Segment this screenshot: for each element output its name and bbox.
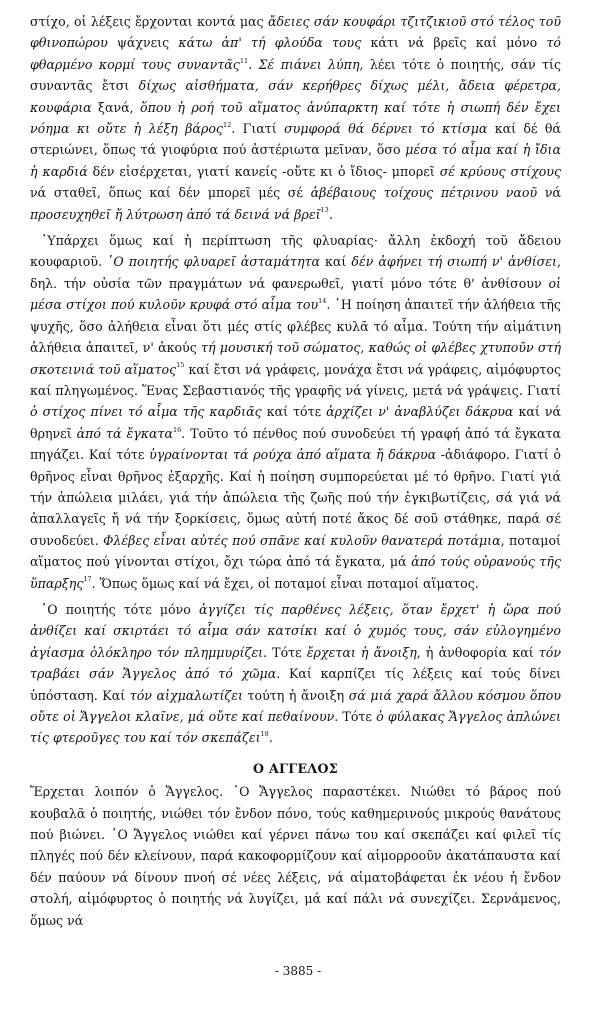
footnote-marker: 18 [260, 730, 269, 739]
text-run: ξανά, [91, 99, 140, 115]
italic-text: κάτω ἀπ' τή φλούδα τους [178, 35, 362, 51]
text-run: καί ἔτσι νά γράφεις, μονάχα ἔτσι νά γράφεις, αἱμόφυρτος καί πληγωμένος. Ἕνας Σεβαστιανός τῆς γραφῆς νά γίνεις, μετά νά γράψεις. Γιατί [30, 361, 561, 398]
italic-text: τόν τραβάει σάν Ἄγγελος ἀπό τό χῶμα [30, 644, 561, 682]
footnote-marker: 11 [239, 56, 249, 65]
text-run: . Τοῦτο τό πένθος πού συνοδεύει τή γραφή ἀπό τά ἔγκατα πηγάζει. Καί τότε [30, 425, 561, 463]
text-run: , ποταμοί αἵματος πού γίνονται στίχοι, ὄχι τώρα ἀπό τά ἔγκατα, μά [30, 532, 561, 570]
text-run: . Τότε [263, 644, 307, 660]
italic-text: τόν αἰχμαλωτίζει [129, 687, 243, 703]
italic-text: οἱ μέσα στίχοι πού κυλοῦν κρυφά στό αἷμα του [30, 275, 561, 313]
italic-text: Φλέβες εἶναι αὐτές πού σπᾶνε καί κυλοῦν θανατερά ποτάμια [103, 532, 501, 548]
paragraph [30, 230, 561, 594]
text-run: δέν εἰσέρχεται, γιατί κανείς -οὔτε κι ὁ ἴδιος- μπορεῖ [87, 163, 440, 179]
text-run: ῾Ο ποιητής τότε μόνο [41, 601, 199, 617]
text-run: . [328, 206, 333, 222]
text-run: , ἡ ἀνθοφορία καί [416, 644, 539, 660]
italic-text: τή μουσική τοῦ σώματος, καθώς οἱ φλέβες χτυποῦν στή σκοτεινιά τοῦ αἵματος [30, 340, 561, 377]
text-run: κάτι νά βρεῖς καί μόνο [361, 35, 547, 51]
footnote-marker: 14 [318, 297, 327, 306]
text-run: καί [319, 254, 352, 270]
text-run: . Γιατί [231, 121, 285, 137]
text-run: . Ὅπως ὅμως καί νά ἔχει, οἱ ποταμοί εἶναι ποταμοί αἵματος. [91, 575, 479, 591]
footnote-marker: 13 [320, 206, 329, 215]
italic-text: ὁ φύλακας Ἄγγελος ἁπλώνει τίς φτεροῦγες του καί τόν σκεπάζει [30, 709, 561, 746]
text-run: . Καί καρπίζει τίς λέξεις καί τούς δίνει ὑπόσταση. Καί [30, 666, 561, 703]
italic-text: ἀπό τούς οὐρανούς τῆς ὕπαρξης [30, 554, 561, 591]
text-run: καί δέ θά στεριώνει, ὅπως τά γιοφύρια πού ἀστέριωτα μεῖναν, ὅσο [30, 121, 561, 158]
italic-text: μέσα τό αἷμα καί ἡ ἴδια ἡ καρδιά [30, 142, 561, 179]
text-run: -ἀδιάφορο. Γιατί ὁ θρῆνος εἶναι θρῆνος ἐξαρχῆς. Καί ἡ ποίηση συμπορεύεται μέ τό θρῆνο. Γιατί γιά τήν ἀπώλεια μιλάει, γιά τήν ἀπώλεια τῆς ζωῆς πού τήν ἐγκιβωτίζεις, σά γιά νά ἀπαλλαγεῖς ἤ νά τήν ξορκίσεις, ὅμως αὐτή ποτέ ἄκος δέ σοῦ στάθηκε, παρά σέ συνοδεύει. [30, 447, 561, 548]
italic-text: ῾Ο ποιητής φλυαρεῖ ἀσταμάτητα [107, 254, 320, 270]
italic-text: ὁ στίχος πίνει τό αἷμα τῆς καρδιᾶς [30, 404, 262, 420]
text-run: τούτη ἡ ἄνοιξη [242, 687, 349, 703]
paragraph [30, 599, 561, 749]
text-run: . [268, 730, 273, 746]
italic-text: ἀρχίζει ν' ἀναβλύζει δάκρυα [326, 404, 514, 420]
paragraph [30, 11, 561, 225]
text-run: , λέει τότε ὁ ποιητής, σάν τίς συναντᾶς ἔτσι [30, 56, 562, 94]
italic-text: τό φθαρμένο κορμί τους συναντᾶς [30, 35, 561, 72]
text-run: ῾Υπάρχει ὅμως καί ἡ περίπτωση τῆς φλυαρίας· ἄλλη ἐκδοχή τοῦ ἄδειου κουφαριοῦ. [30, 233, 561, 270]
text-run: , δηλ. τήν οὐσία τῶν πραγμάτων νά φανερωθεῖ, γιατί μόνο τότε θ' ἀνθίσουν [30, 254, 561, 291]
italic-text: ἀβέβαιους τοίχους πέτρινου ναοῦ [310, 185, 538, 201]
paragraph [30, 781, 561, 931]
body-text [30, 11, 561, 931]
text-run: στίχο, οἱ λέξεις ἔρχονται κοντά μας [30, 14, 268, 29]
text-run: . ῾Η ποίηση ἀπαιτεῖ τήν ἀλήθεια τῆς ψυχῆς, ὅσο ἀλήθεια εἶναι ὅτι μές στίς φλέβες κυλᾶ τό αἷμα. Τούτη τήν αἱμάτινη ἀλήθεια ἀπαιτεῖ, ν' ἀκούς [30, 297, 561, 356]
footnote-marker: 16 [172, 425, 182, 434]
italic-text: ἔρχεται ἡ ἄνοιξη [306, 644, 417, 660]
italic-text: προσευχηθεῖ ἤ λύτρωση ἀπό τά δεινά νά βρεῖ [30, 206, 321, 222]
italic-text: δέν ἀφήνει τή σιωπή ν' ἀνθίσει [351, 254, 557, 270]
text-run: νά σταθεῖ, ὅπως καί δέν μπορεῖ μές σέ [30, 185, 311, 201]
text-run: Ἔρχεται λοιπόν ὁ Ἄγγελος. ῾Ο Ἄγγελος παραστέκει. Νιώθει τό βάρος πού κουβαλᾶ ὁ ποιητής, νιώθει τόν ἔνδον πόνο, τούς καθημερινούς μικρούς θανάτους πού βιώνει. ῾Ο Ἄγγελος νιώθει καί γέρνει πάνω του καί σκεπάζει καί φιλεῖ τίς πληγές πού δέν κλείνουν, παρά κακοφορμίζουν καί αἱμορροοῦν ἀκατάπαυστα καί δέν παύουν νά δίνουν πνοή σέ νέες λέξεις, νά αἱματοβάφεται ἐκ νέου ἡ ἔνδον στολή, αἱμόφυρτος ὁ ποιητής νά λυγίζει, μά καί πάλι νά συνεχίζει. Σερνάμενος, ὅμως νά [30, 784, 561, 928]
italic-text: σά μιά χαρά ἄλλου κόσμου ὅπου οὔτε οἱ Ἄγγελοι κλαῖνε, μά οὔτε καί πεθαίνουν [30, 687, 562, 724]
italic-text: ἀγγίζει τίς παρθένες λέξεις, ὅταν ἔρχετ' ἡ ὥρα πού ἀνθίζει καί σκιρτάει τό αἷμα σάν κατσίκι καί ὁ χυμός τους, σάν εὐλογημένο ἁγίασμα ὁλόκληρο τόν πλημμυρίζει [30, 601, 561, 660]
footnote-marker: 17 [83, 575, 92, 584]
italic-text: δίχως αἰσθήματα, σάν κερήθρες δίχως μέλι, ἄδεια φέρετρα, κουφάρια [30, 78, 561, 115]
italic-text: συμφορά θά δέρνει τό κτίσμα [284, 121, 488, 137]
italic-text: σέ κρύους στίχους [439, 163, 561, 179]
text-run: . Τότε [334, 709, 377, 724]
paragraphs-after-heading [30, 781, 561, 931]
page-number: - 3885 - [274, 964, 322, 978]
text-run: ψάχνεις [107, 35, 179, 51]
italic-text: ἀπό τά ἔγκατα [76, 425, 173, 441]
section-heading: Ο ΑΓΓΕΛΟΣ [253, 760, 338, 776]
italic-text: ἄδειες σάν κουφάρι τζιτζικιοῦ στό τέλος τοῦ φθινοπώρου [30, 14, 562, 51]
italic-text: Σέ πιάνει λύπη [258, 56, 360, 72]
text-run: καί νά θρηνεῖ [30, 404, 561, 441]
footnote-marker: 12 [222, 120, 232, 129]
italic-text: ὅπου ἡ ροή τοῦ αἵματος ἀνύπαρκτη καί τότε ἡ σιωπή δέν ἔχει νόημα κι οὔτε ἡ λέξη βάρος [30, 99, 561, 137]
italic-text: ὑγραίνονται τά ρούχα ἀπό αἵματα ἤ δάκρυα [149, 447, 437, 463]
text-run: καί τότε [261, 404, 327, 420]
paragraphs-before-heading [30, 11, 561, 749]
text-run: νά [537, 185, 561, 201]
text-run: . [248, 56, 259, 72]
footnote-marker: 15 [176, 361, 185, 370]
